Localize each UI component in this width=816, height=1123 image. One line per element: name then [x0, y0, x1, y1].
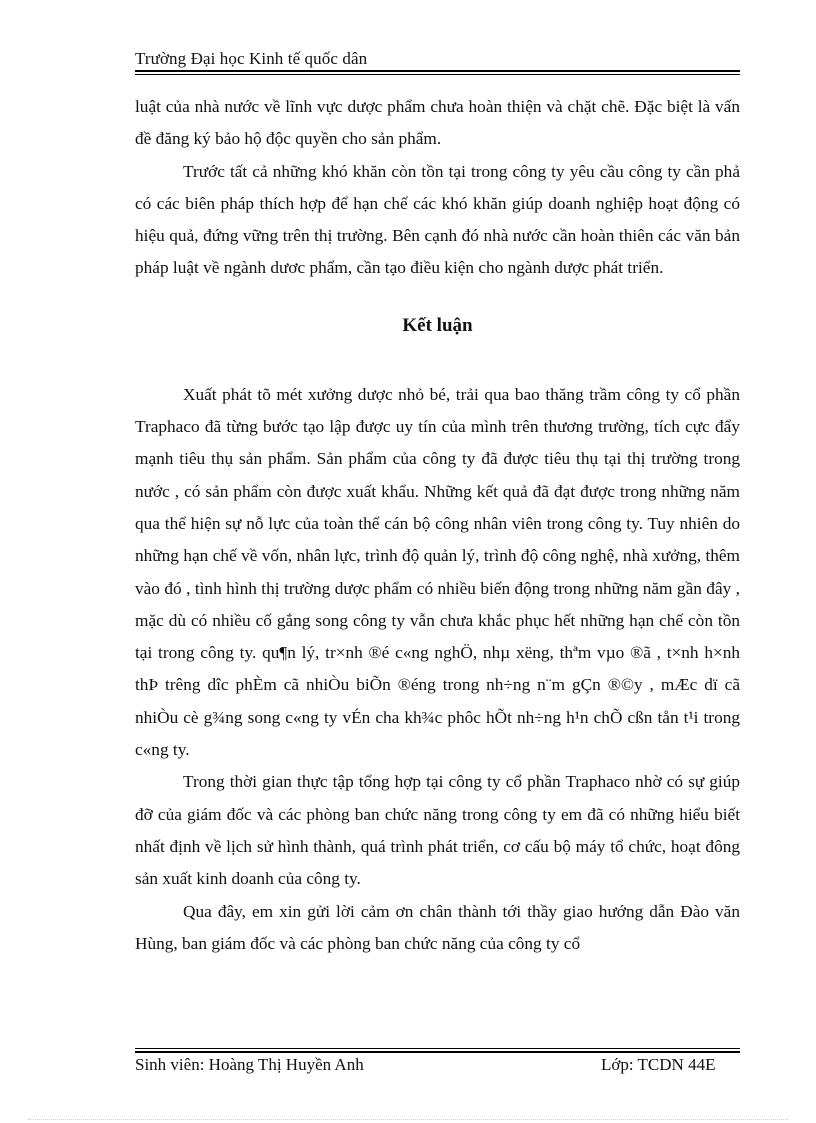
paragraph-4: Trong thời gian thực tập tổng hợp tại công ty cổ phần Traphaco nhờ có sự giúp đỡ của giám đốc và các phòng ban chức năng trong công ty em đã có những hiểu biết nhất định về lịch sử hình thành, quá trình phát triển, cơ cấu bộ máy tổ chức, hoạt đông sản xuất kinh doanh của công ty. [135, 772, 740, 889]
footer-rule-bottom [135, 1051, 740, 1053]
footer-class: Lớp: TCDN 44E [601, 1055, 716, 1074]
paragraph-1: luật của nhà nước về lĩnh vực dược phẩm chưa hoàn thiện và chặt chẽ. Đặc biệt là vấn đề đăng ký bảo hộ độc quyền cho sản phẩm. [135, 97, 740, 149]
section-heading: Kết luận [402, 314, 473, 336]
paragraph-5: Qua đây, em xin gửi lời cảm ơn chân thành tới thầy giao hướng dẫn Đào văn Hùng, ban giám đốc và các phòng ban chức năng của công ty cổ [135, 901, 740, 953]
header-rule-bottom [135, 74, 740, 75]
footer-student-name: Sinh viên: Hoàng Thị Huyền Anh [135, 1055, 364, 1074]
page-bottom-border [28, 1119, 788, 1120]
footer-rule-top [135, 1048, 740, 1049]
document-body [135, 91, 740, 960]
header-rule-top [135, 70, 740, 72]
paragraph-2: Trước tất cả những khó khăn còn tồn tại trong công ty yêu cầu công ty cần phả có các biên pháp thích hợp để hạn chế các khó khăn giúp doanh nghiệp hoạt động có hiệu quả, đứng vững trên thị trường. Bên cạnh đó nhà nước cần hoàn thiên các văn bản pháp luật về ngành dươc phẩm, cần tạo điều kiện cho ngành dược phát triển. [135, 161, 740, 278]
page-header-title: Trường Đại học Kinh tế quốc dân [135, 49, 368, 68]
paragraph-3: Xuất phát tõ mét xưởng dược nhỏ bé, trải qua bao thăng trầm công ty cổ phần Traphaco đã từng bước tạo lập được uy tín của mình trên thương trường, tích cực đẩy mạnh tiêu thụ sản phẩm. Sản phẩm của công ty đã được tiêu thụ tại thị trường trong nước , có sản phẩm còn được xuất khẩu. Những kết quả đã đạt được trong những năm qua thể hiện sự nỗ lực của toàn thể cán bộ công nhân viên trong công ty. Tuy nhiên do những hạn chế về vốn, nhân lực, trình độ quản lý, trình độ công nghệ, nhà xưởng, thêm vào đó , tình hình thị trường dược phẩm có nhiều biến động trong những năm gần đây , mặc dù có nhiều cố gắng song công ty vẫn chưa khắc phục hết những hạn chế còn tồn tại trong công ty. qu¶n lý, tr×nh ®é c«ng nghÖ, nhµ xëng, thªm vµo ®ã , t×nh h×nh thÞ trêng dîc phÈm cã nhiÒu biÕn ®éng trong nh÷ng n¨m gÇn ®©y , mÆc dï cã nhiÒu cè g¾ng song c«ng ty vÉn cha kh¾c phôc hÕt nh÷ng h¹n chÕ cßn tån t¹i trong c«ng ty. [135, 384, 740, 760]
